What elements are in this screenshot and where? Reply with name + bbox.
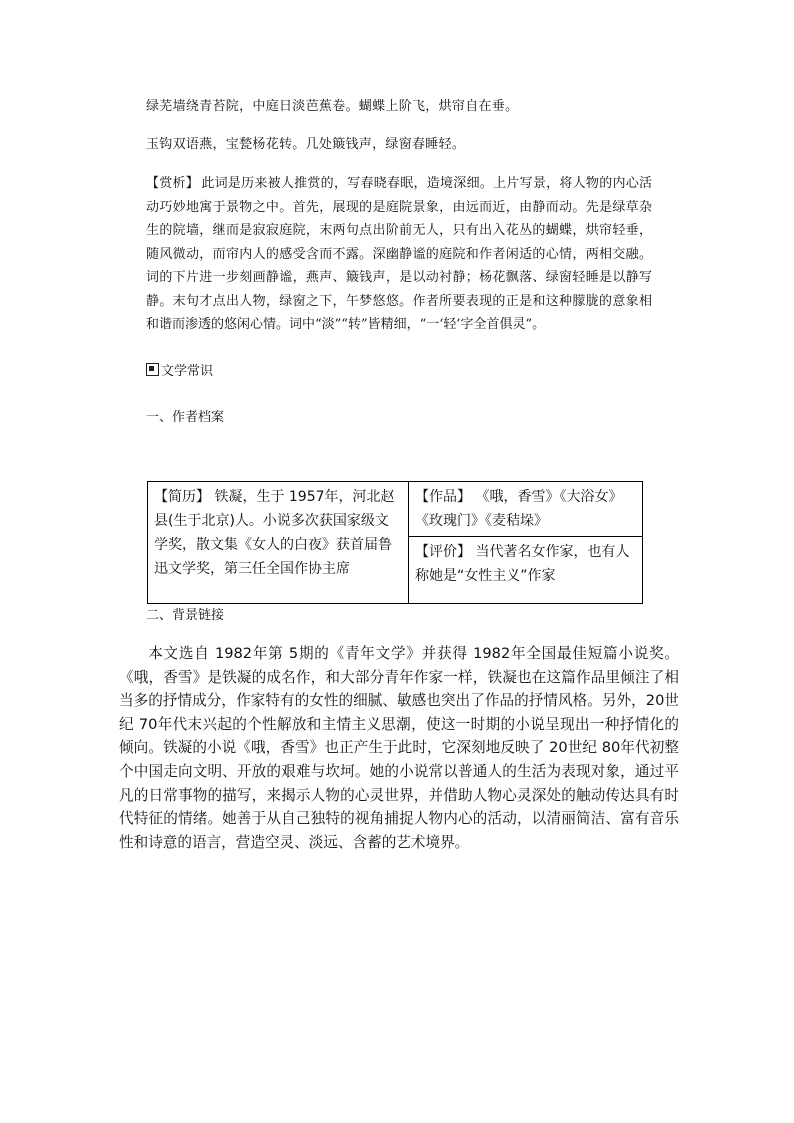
poem-line-1: 绿芜墙绕青苔院，中庭日淡芭蕉卷。蝴蝶上阶飞，烘帘自在垂。 bbox=[146, 99, 519, 114]
section-marker-icon bbox=[146, 363, 159, 376]
review-cell: 【评价】 当代著名女作家，也有人称她是“女性主义”作家 bbox=[409, 537, 643, 604]
works-cell: 【作品】 《哦，香雪》《大浴女》《玫瑰门》《麦秸垛》 bbox=[409, 482, 643, 537]
literature-heading-text: 文学常识 bbox=[161, 364, 214, 379]
background-heading: 二、背景链接 bbox=[146, 608, 225, 623]
analysis-text: 此词是历来被人推赏的，写春晓春眠，造境深细。上片写景，将人物的内心活动巧妙地寓于景物之中。首先，展现的是庭院景象，由远而近，由静而动。先是绿草杂生的院墙，继而是寂寂庭院，末两句点出阶前无人，只有出入花丛的蝴蝶，烘帘轻垂，随风微动，而帘内人的感受含而不露。深幽静谧的庭院和作者闲适的心情，两相交融。词的下片进一步刻画静谧，燕声、簸钱声，是以动衬静；杨花飘落、绿窗轻睡是以静写静。末句才点出人物，绿窗之下，午梦悠悠。作者所要表现的正是和这种朦胧的意象相和谐而渗透的悠闲心情。词中“淡”“转”皆精细，“一‘轻’字全首俱灵”。 bbox=[146, 176, 652, 332]
author-profile-heading: 一、作者档案 bbox=[146, 410, 225, 425]
literature-section-heading bbox=[146, 362, 213, 382]
poem-line-2: 玉钩双语燕，宝甃杨花转。几处簸钱声，绿窗春睡轻。 bbox=[146, 137, 466, 152]
bio-cell: 【简历】 铁凝，生于 1957年，河北赵县(生于北京)人。小说多次获国家级文学奖，散文集《女人的白夜》获首届鲁迅文学奖，第三任全国作协主席 bbox=[148, 482, 409, 604]
background-paragraph: 本文选自 1982年第 5期的《青年文学》并获得 1982年全国最佳短篇小说奖。《哦，香雪》是铁凝的成名作，和大部分青年作家一样，铁凝也在这篇作品里倾注了相当多的抒情成分，作家特有的女性的细腻、敏感也突出了作品的抒情风格。另外，20世纪 70年代末兴起的个性解放和主情主义思潮，使这一时期的小说呈现出一种抒情化的倾向。铁凝的小说《哦，香雪》也正产生于此时，它深刻地反映了 20世纪 80年代初整个中国走向文明、开放的艰难与坎坷。她的小说常以普通人的生活为表现对象，通过平凡的日常事物的描写，来揭示人物的心灵世界，并借助人物心灵深处的触动传达具有时代特征的情绪。她善于从自己独特的视角捕捉人物内心的活动，以清丽简洁、富有音乐性和诗意的语言，营造空灵、淡远、含蓄的艺术境界。 bbox=[119, 645, 679, 851]
analysis-tag: 【赏析】 bbox=[146, 176, 200, 191]
analysis-paragraph bbox=[146, 172, 652, 337]
author-profile-table bbox=[147, 481, 643, 604]
